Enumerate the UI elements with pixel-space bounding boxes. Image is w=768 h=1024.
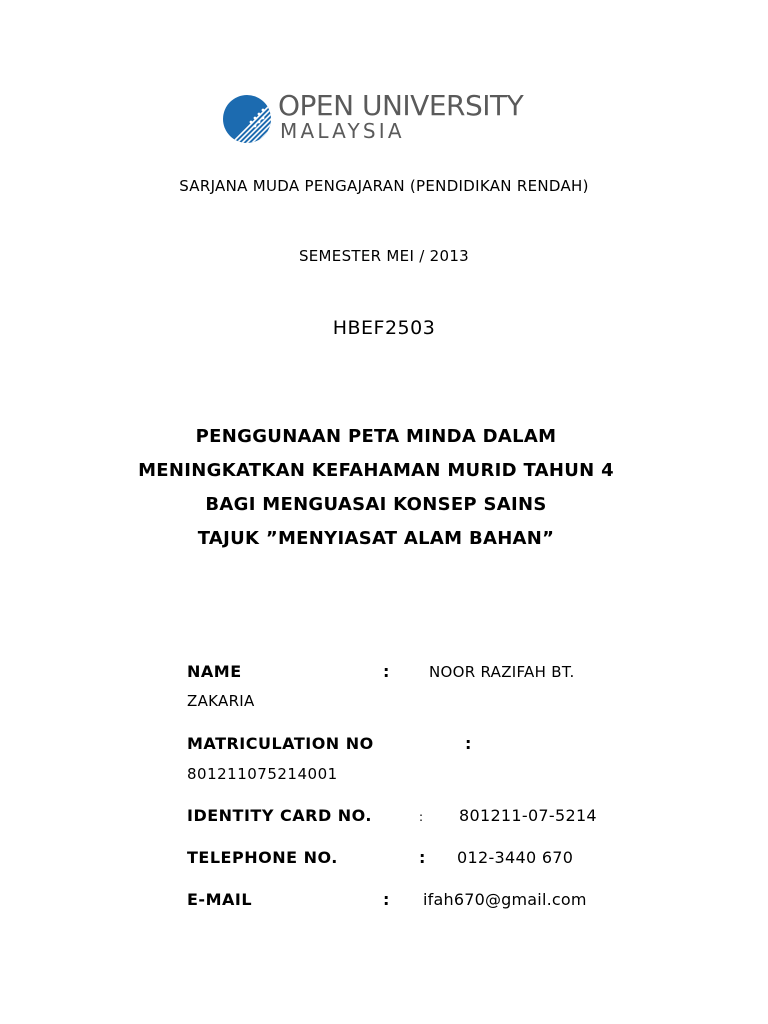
program-name: SARJANA MUDA PENGAJARAN (PENDIDIKAN RENDAH): [179, 177, 589, 195]
title-line: PENGGUNAAN PETA MINDA DALAM: [195, 426, 557, 447]
title-line: TAJUK ”MENYIASAT ALAM BAHAN”: [197, 528, 555, 549]
ic-value: 801211-07-5214: [459, 806, 597, 825]
phone-value: 012-3440 670: [457, 848, 574, 867]
semester: SEMESTER MEI / 2013: [298, 247, 470, 265]
email-value: ifah670@gmail.com: [423, 890, 587, 909]
assignment-title: [0, 420, 752, 556]
email-label: E-MAIL: [187, 890, 253, 909]
matric-label: MATRICULATION NO: [187, 734, 374, 753]
matric-colon: :: [465, 734, 472, 753]
matric-value: 801211075214001: [187, 765, 338, 783]
phone-label: TELEPHONE NO.: [187, 848, 338, 867]
title-line: MENINGKATKAN KEFAHAMAN MURID TAHUN 4: [138, 460, 614, 481]
university-logo: [222, 89, 542, 144]
phone-colon: :: [419, 848, 426, 867]
course-code: HBEF2503: [332, 317, 436, 339]
email-colon: :: [383, 890, 390, 909]
oum-globe-icon: [222, 94, 272, 144]
name-label: NAME: [187, 662, 242, 681]
logo-text-malaysia: MALAYSIA: [280, 119, 405, 143]
ic-colon: :: [419, 810, 424, 824]
name-value-continued: ZAKARIA: [187, 692, 255, 710]
name-value: NOOR RAZIFAH BT.: [429, 663, 575, 681]
name-colon: :: [383, 662, 390, 681]
logo-text-open-university: OPEN UNIVERSITY: [278, 89, 524, 122]
ic-label: IDENTITY CARD NO.: [187, 806, 373, 825]
title-line: BAGI MENGUASAI KONSEP SAINS: [205, 494, 547, 515]
